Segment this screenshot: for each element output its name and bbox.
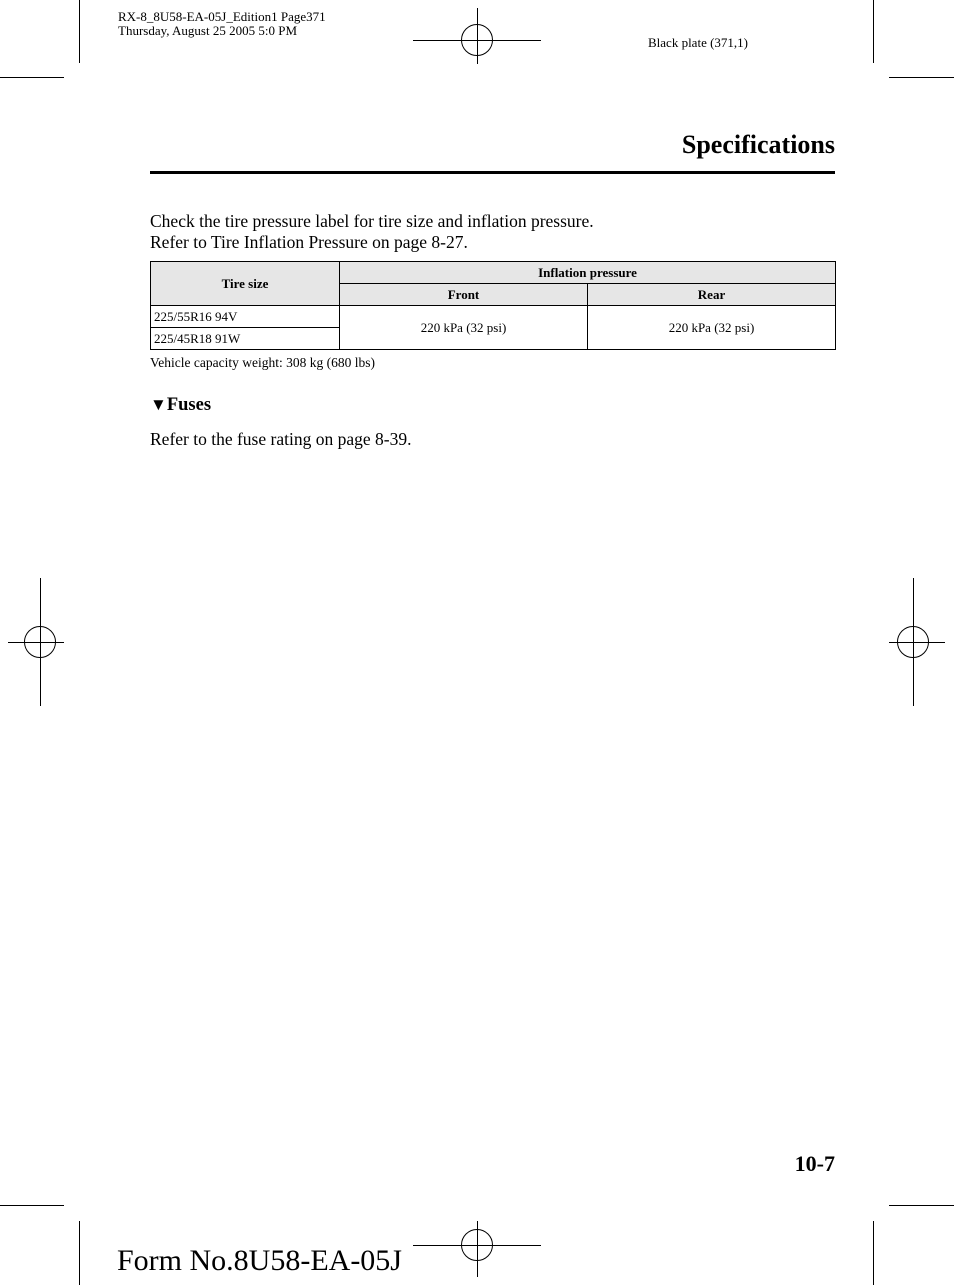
tire-size-cell: 225/55R16 94V [151, 306, 340, 328]
capacity-note: Vehicle capacity weight: 308 kg (680 lbs) [150, 355, 375, 370]
intro-line-2: Refer to Tire Inflation Pressure on page 8-27. [150, 232, 468, 252]
header-inflation-pressure: Inflation pressure [340, 262, 836, 284]
tire-size-cell: 225/45R18 91W [151, 328, 340, 350]
fuses-text: Refer to the fuse rating on page 8-39. [150, 429, 412, 449]
intro-line-1: Check the tire pressure label for tire size and inflation pressure. [150, 211, 594, 231]
rear-pressure-cell: 220 kPa (32 psi) [588, 306, 836, 350]
front-pressure-cell: 220 kPa (32 psi) [340, 306, 588, 350]
fuses-heading [150, 394, 211, 416]
print-date-line: Thursday, August 25 2005 5:0 PM [118, 23, 297, 38]
fuses-heading-label: Fuses [166, 395, 212, 415]
tire-pressure-table [150, 261, 836, 350]
triangle-down-icon: ▼ [150, 395, 167, 414]
table-row [151, 306, 836, 328]
header-tire-size: Tire size [151, 262, 340, 306]
print-job-line: RX-8_8U58-EA-05J_Edition1 Page371 [118, 9, 326, 24]
header-front: Front [340, 284, 588, 306]
form-number: Form No.8U58-EA-05J [117, 1244, 402, 1277]
page-number: 10-7 [794, 1151, 835, 1176]
plate-label: Black plate (371,1) [648, 35, 748, 50]
title-rule [150, 171, 835, 174]
section-title: Specifications [681, 130, 835, 159]
header-rear: Rear [588, 284, 836, 306]
